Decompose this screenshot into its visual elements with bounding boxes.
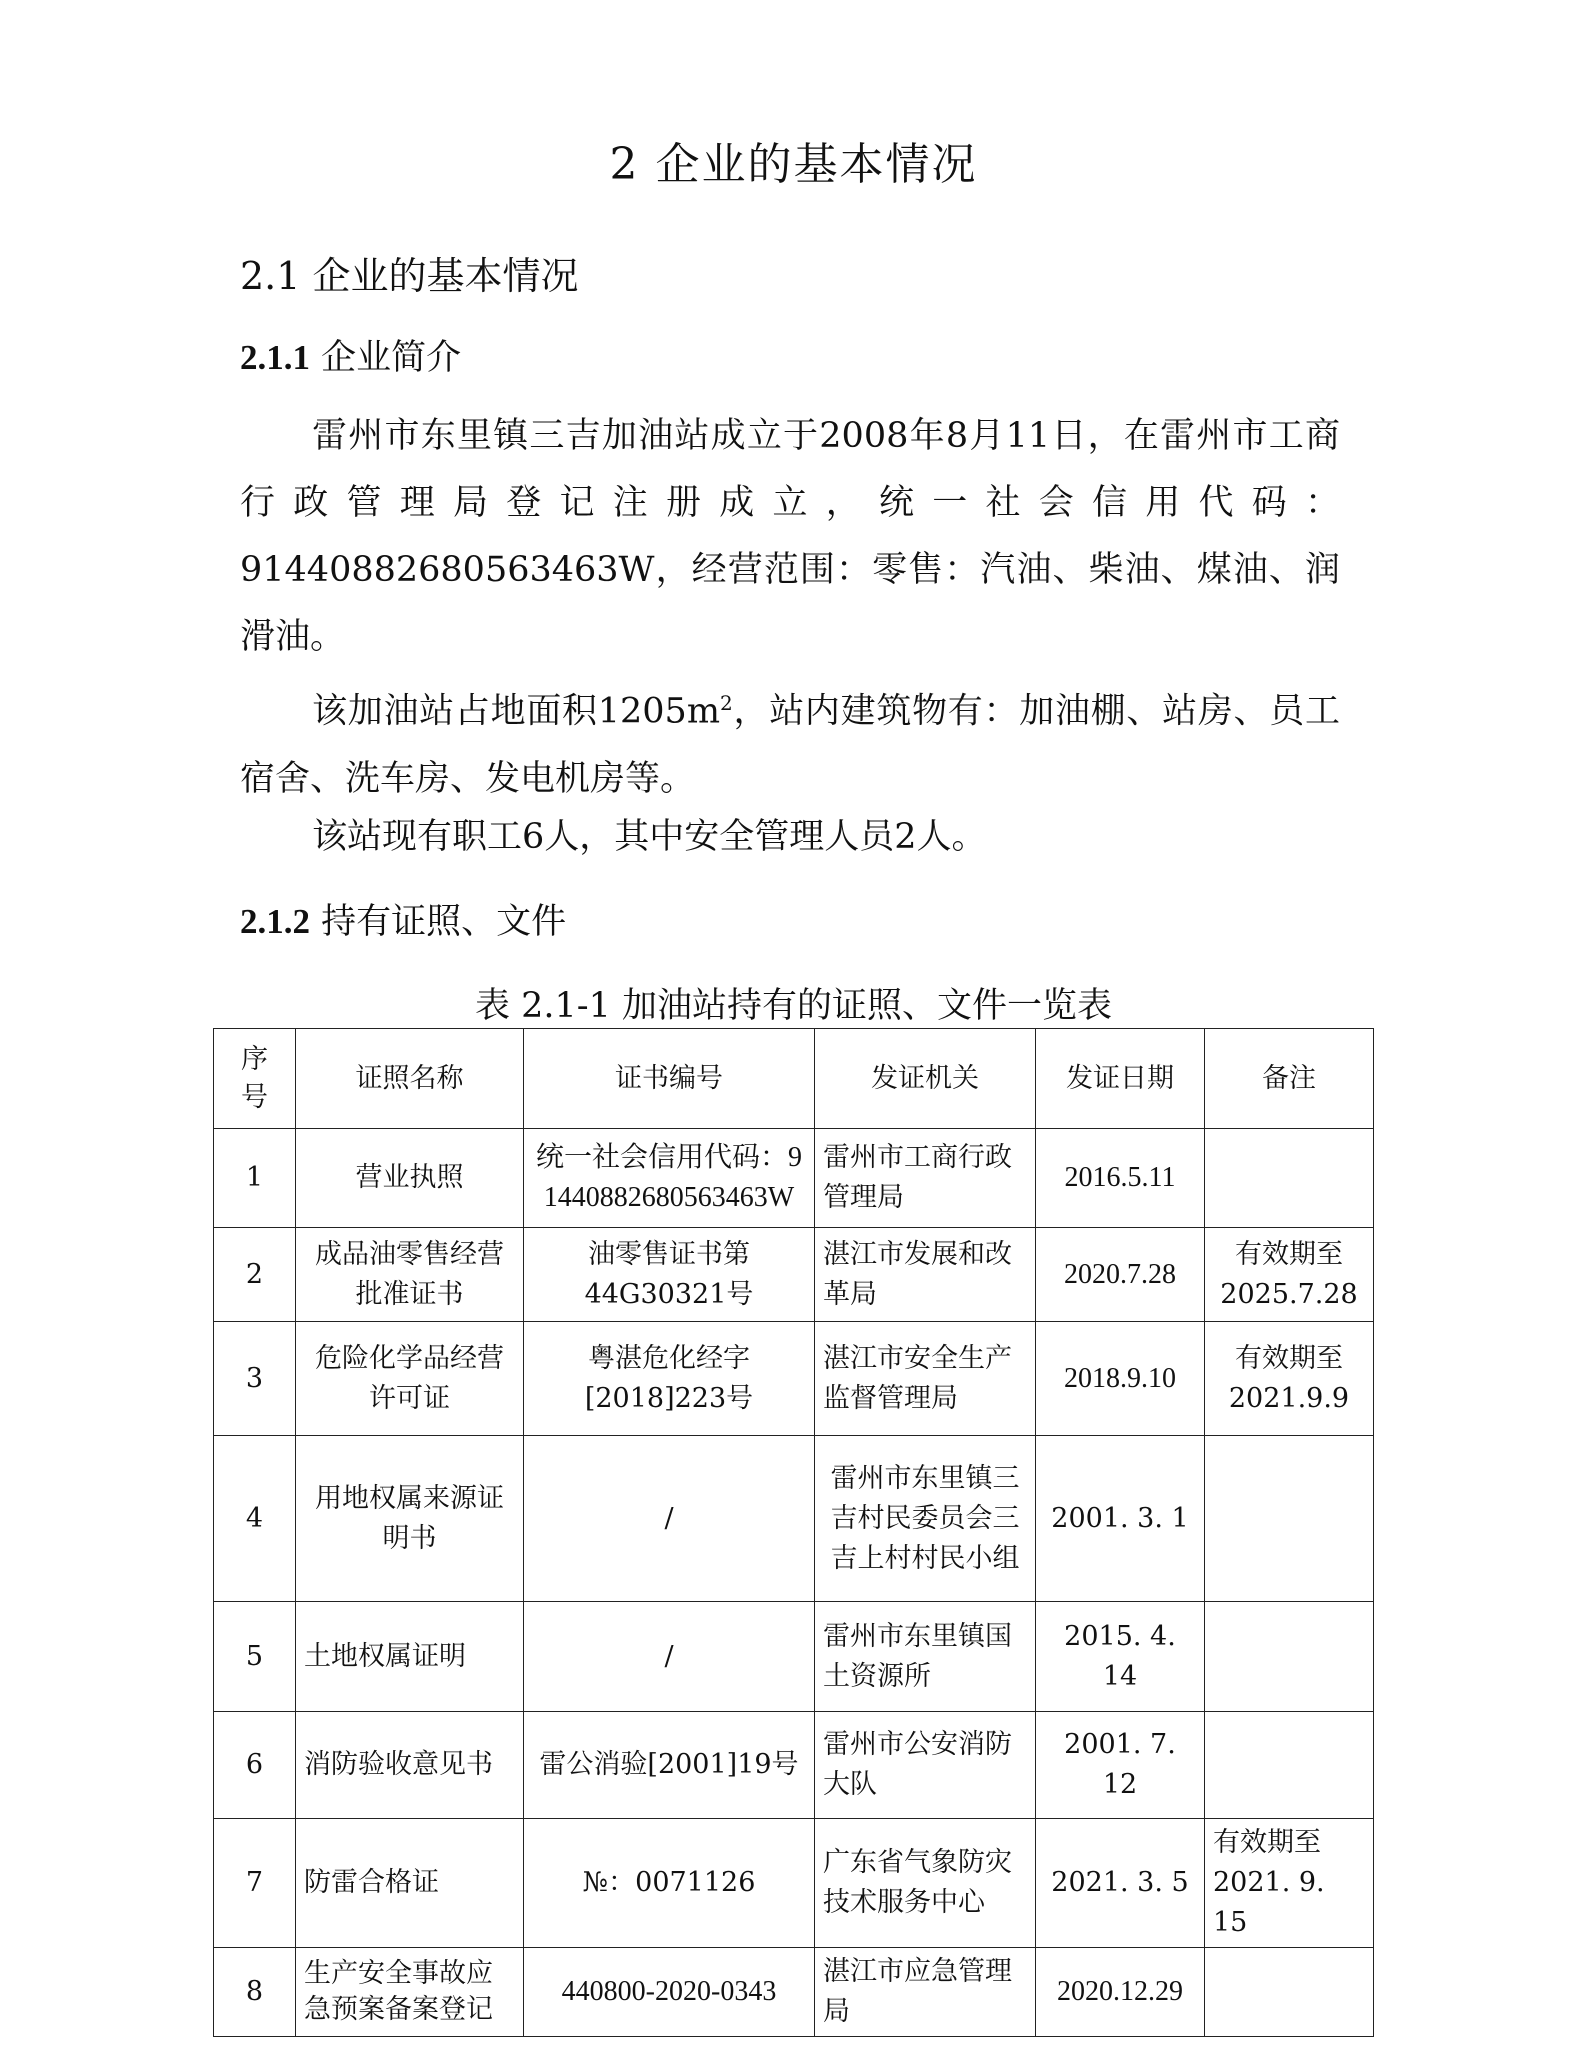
cell-code: 440800-2020-0343 bbox=[524, 1948, 815, 2037]
license-table bbox=[213, 1028, 1374, 2037]
cell-no: 5 bbox=[214, 1602, 296, 1712]
table-row bbox=[214, 1228, 1374, 1322]
cell-no: 2 bbox=[214, 1228, 296, 1322]
cell-no: 6 bbox=[214, 1712, 296, 1819]
cell-note bbox=[1205, 1129, 1374, 1228]
cell-date: 2001. 3. 1 bbox=[1036, 1436, 1205, 1602]
header-name: 证照名称 bbox=[296, 1029, 524, 1129]
area-superscript: 2 bbox=[720, 691, 733, 715]
cell-note bbox=[1205, 1602, 1374, 1712]
cell-issuer: 雷州市工商行政管理局 bbox=[815, 1129, 1036, 1228]
subsection-heading-licenses bbox=[240, 894, 566, 944]
header-issuer: 发证机关 bbox=[815, 1029, 1036, 1129]
cell-issuer: 广东省气象防灾技术服务中心 bbox=[815, 1819, 1036, 1948]
subsection-heading-intro bbox=[240, 330, 461, 380]
cell-note bbox=[1205, 1948, 1374, 2037]
cell-code: 粤湛危化经字[2018]223号 bbox=[524, 1322, 815, 1436]
cell-issuer: 湛江市安全生产监督管理局 bbox=[815, 1322, 1036, 1436]
table-caption: 表 2.1-1 加油站持有的证照、文件一览表 bbox=[474, 986, 1112, 1026]
cell-name: 成品油零售经营批准证书 bbox=[296, 1228, 524, 1322]
intro-paragraph: 雷州市东里镇三吉加油站成立于2008年8月11日，在雷州市工商行政管理局登记注册成立，统一社会信用代码：91440882680563463W，经营范围：零售：汽油、柴油、煤油、润滑油。 bbox=[240, 416, 1340, 657]
subsection-number: 2.1.2 bbox=[240, 902, 310, 941]
cell-name: 消防验收意见书 bbox=[296, 1712, 524, 1819]
cell-code: №：0071126 bbox=[524, 1819, 815, 1948]
cell-note bbox=[1205, 1436, 1374, 1602]
table-row bbox=[214, 1602, 1374, 1712]
cell-no: 4 bbox=[214, 1436, 296, 1602]
cell-issuer: 雷州市公安消防大队 bbox=[815, 1712, 1036, 1819]
cell-issuer: 雷州市东里镇三吉村民委员会三吉上村村民小组 bbox=[815, 1436, 1036, 1602]
cell-note: 有效期至2025.7.28 bbox=[1205, 1228, 1374, 1322]
staff-paragraph: 该站现有职工6人，其中安全管理人员2人。 bbox=[312, 817, 987, 857]
cell-date: 2018.9.10 bbox=[1036, 1322, 1205, 1436]
subsection-title: 持有证照、文件 bbox=[310, 902, 567, 942]
area-text: 该加油站占地面积1205m bbox=[312, 691, 721, 732]
cell-issuer: 雷州市东里镇国土资源所 bbox=[815, 1602, 1036, 1712]
cell-name: 用地权属来源证明书 bbox=[296, 1436, 524, 1602]
cell-code: 油零售证书第44G30321号 bbox=[524, 1228, 815, 1322]
cell-name: 危险化学品经营许可证 bbox=[296, 1322, 524, 1436]
cell-no: 8 bbox=[214, 1948, 296, 2037]
cell-code: / bbox=[524, 1436, 815, 1602]
cell-code: / bbox=[524, 1602, 815, 1712]
cell-date: 2020.7.28 bbox=[1036, 1228, 1205, 1322]
cell-name: 营业执照 bbox=[296, 1129, 524, 1228]
cell-name: 防雷合格证 bbox=[296, 1819, 524, 1948]
table-row bbox=[214, 1948, 1374, 2037]
cell-issuer: 湛江市发展和改革局 bbox=[815, 1228, 1036, 1322]
cell-date: 2020.12.29 bbox=[1036, 1948, 1205, 2037]
chapter-title: 2 企业的基本情况 bbox=[609, 139, 978, 190]
table-row bbox=[214, 1436, 1374, 1602]
cell-code: 统一社会信用代码：91440882680563463W bbox=[524, 1129, 815, 1228]
cell-issuer: 湛江市应急管理局 bbox=[815, 1948, 1036, 2037]
table-row bbox=[214, 1819, 1374, 1948]
header-note: 备注 bbox=[1205, 1029, 1374, 1129]
cell-name: 土地权属证明 bbox=[296, 1602, 524, 1712]
table-row bbox=[214, 1322, 1374, 1436]
cell-note: 有效期至2021. 9. 15 bbox=[1205, 1819, 1374, 1948]
section-heading: 2.1 企业的基本情况 bbox=[240, 254, 579, 298]
subsection-number: 2.1.1 bbox=[240, 338, 310, 377]
table-header-row bbox=[214, 1029, 1374, 1129]
cell-date: 2015. 4. 14 bbox=[1036, 1602, 1205, 1712]
table-row bbox=[214, 1712, 1374, 1819]
cell-date: 2016.5.11 bbox=[1036, 1129, 1205, 1228]
table-row bbox=[214, 1129, 1374, 1228]
cell-code: 雷公消验[2001]19号 bbox=[524, 1712, 815, 1819]
cell-date: 2001. 7. 12 bbox=[1036, 1712, 1205, 1819]
cell-no: 1 bbox=[214, 1129, 296, 1228]
cell-note bbox=[1205, 1712, 1374, 1819]
cell-name: 生产安全事故应急预案备案登记 bbox=[296, 1948, 524, 2037]
header-code: 证书编号 bbox=[524, 1029, 815, 1129]
header-no: 序号 bbox=[214, 1029, 296, 1129]
area-paragraph bbox=[240, 670, 1340, 813]
header-date: 发证日期 bbox=[1036, 1029, 1205, 1129]
cell-note: 有效期至2021.9.9 bbox=[1205, 1322, 1374, 1436]
subsection-title: 企业简介 bbox=[310, 338, 462, 378]
buildings-text: ，站内建筑物有：加油棚、站房、员工宿舍、洗车房、发电机房等。 bbox=[240, 691, 1340, 799]
cell-no: 3 bbox=[214, 1322, 296, 1436]
cell-no: 7 bbox=[214, 1819, 296, 1948]
cell-date: 2021. 3. 5 bbox=[1036, 1819, 1205, 1948]
